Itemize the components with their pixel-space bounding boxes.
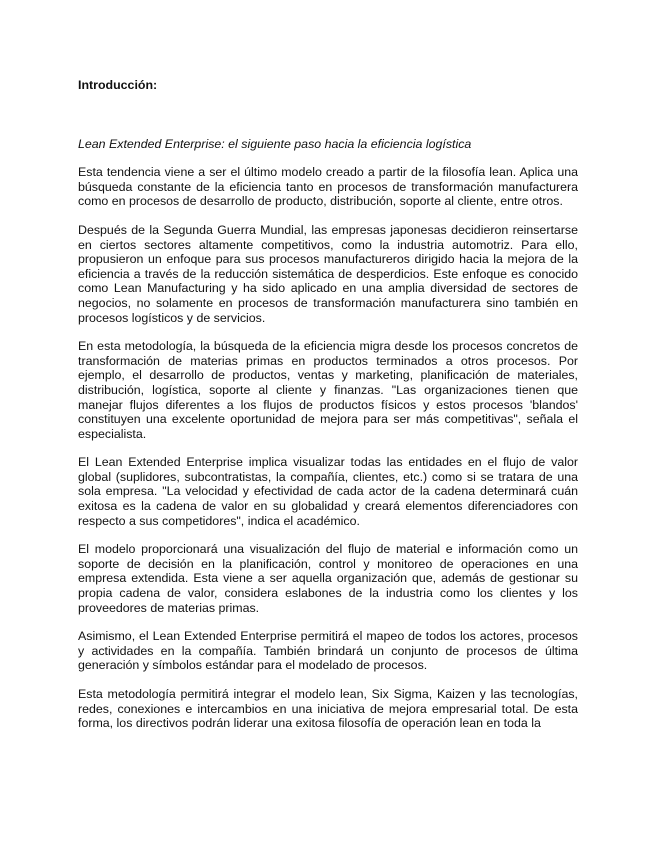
paragraph-2: Después de la Segunda Guerra Mundial, las empresas japonesas decidieron reinsertarse en ciertos sectores altamente competitivos, como la industria automotriz. Para ello, propusieron un enfoque para sus procesos manufactureros dirigido hacia la mejora de la eficiencia a través de la reducción sistemática de desperdicios. Este enfoque es conocido como Lean Manufacturing y ha sido aplicado en una amplia diversidad de sectores de negocios, no solamente en procesos de transformación manufacturera sino también en procesos logísticos y de servicios.	[78, 222, 578, 325]
paragraph-5: El modelo proporcionará una visualización del flujo de material e información como un soporte de decisión en la planificación, control y monitoreo de operaciones en una empresa extendida. Esta viene a ser aquella organización que, además de gestionar su propia cadena de valor, considera eslabones de la industria como los clientes y los proveedores de materias primas.	[78, 542, 578, 615]
paragraph-7: Esta metodología permitirá integrar el modelo lean, Six Sigma, Kaizen y las tecnologías, redes, conexiones e intercambios en una iniciativa de mejora empresarial total. De esta forma, los directivos podrán liderar una exitosa filosofía de operación lean en toda la	[78, 687, 578, 731]
paragraph-6: Asimismo, el Lean Extended Enterprise permitirá el mapeo de todos los actores, procesos y actividades en la compañía. También brindará un conjunto de procesos de última generación y símbolos estándar para el modelado de procesos.	[78, 629, 578, 673]
article-subtitle: Lean Extended Enterprise: el siguiente paso hacia la eficiencia logística	[78, 136, 472, 151]
paragraph-4: El Lean Extended Enterprise implica visualizar todas las entidades en el flujo de valor global (suplidores, subcontratistas, la compañía, clientes, etc.) como si se tratara de una sola empresa. "La velocidad y efectividad de cada actor de la cadena determinará cuán exitosa es la cadena de valor en su globalidad y creará elementos diferenciadores con respecto a sus competidores", indica el académico.	[78, 455, 578, 528]
paragraph-3: En esta metodología, la búsqueda de la eficiencia migra desde los procesos concretos de transformación de materias primas en productos terminados a otros procesos. Por ejemplo, el desarrollo de productos, ventas y marketing, planificación de materiales, distribución, logística, soporte al cliente y finanzas. "Las organizaciones tienen que manejar flujos diferentes a los flujos de productos físicos y estos procesos 'blandos' constituyen una excelente oportunidad de mejora para ser más competitivas", señala el especialista.	[78, 339, 578, 441]
paragraph-1: Esta tendencia viene a ser el último modelo creado a partir de la filosofía lean. Aplica una búsqueda constante de la eficiencia tanto en procesos de transformación manufacturera como en procesos de desarrollo de producto, distribución, soporte al cliente, entre otros.	[78, 165, 578, 209]
document-body	[78, 78, 578, 731]
section-heading: Introducción:	[78, 78, 158, 92]
